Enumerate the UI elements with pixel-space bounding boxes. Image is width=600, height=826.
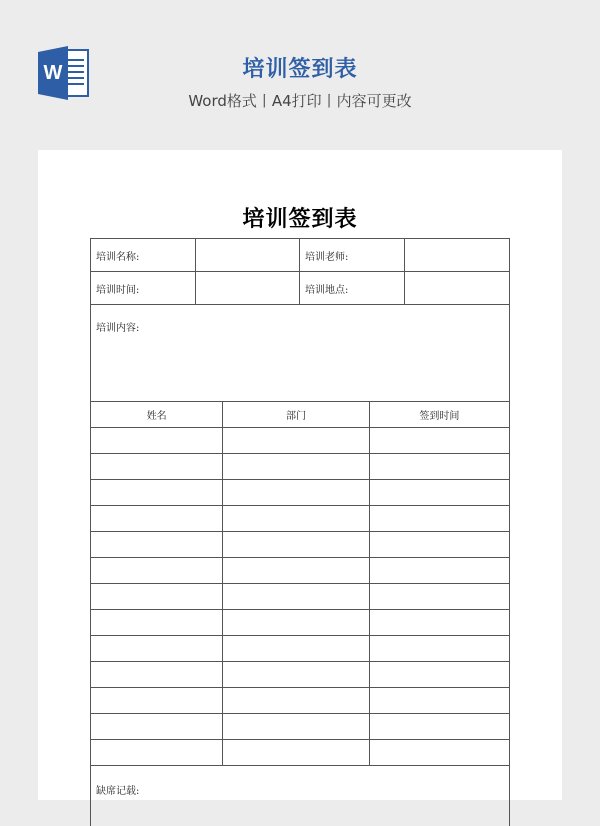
- absence-record-row[interactable]: [91, 766, 509, 826]
- training-location-label: 培训地点:: [300, 272, 405, 304]
- department-cell[interactable]: [223, 714, 369, 739]
- name-cell[interactable]: [91, 454, 223, 479]
- name-cell[interactable]: [91, 740, 223, 765]
- name-cell[interactable]: [91, 714, 223, 739]
- table-row: [91, 610, 509, 636]
- department-cell[interactable]: [223, 506, 369, 531]
- department-cell[interactable]: [223, 584, 369, 609]
- table-row: [91, 558, 509, 584]
- sign-table-body: [91, 428, 509, 766]
- document-page: [38, 150, 562, 800]
- sign-time-cell[interactable]: [370, 584, 509, 609]
- document-title: 培训签到表: [242, 206, 358, 232]
- name-cell[interactable]: [91, 506, 223, 531]
- sign-time-cell[interactable]: [370, 740, 509, 765]
- department-cell[interactable]: [223, 454, 369, 479]
- table-row: [91, 428, 509, 454]
- training-time-label: 培训时间:: [91, 272, 196, 304]
- sign-time-cell[interactable]: [370, 688, 509, 713]
- sign-time-cell[interactable]: [370, 558, 509, 583]
- training-name-field[interactable]: [196, 239, 300, 271]
- name-cell[interactable]: [91, 428, 223, 453]
- sign-time-cell[interactable]: [370, 480, 509, 505]
- page-subtitle: Word格式丨A4打印丨内容可更改: [188, 92, 412, 110]
- name-cell[interactable]: [91, 532, 223, 557]
- table-row: [91, 740, 509, 766]
- sign-time-cell[interactable]: [370, 636, 509, 661]
- department-cell[interactable]: [223, 480, 369, 505]
- name-cell[interactable]: [91, 558, 223, 583]
- department-cell[interactable]: [223, 428, 369, 453]
- table-row: [91, 506, 509, 532]
- training-name-label: 培训名称:: [91, 239, 196, 271]
- training-time-field[interactable]: [196, 272, 300, 304]
- sign-time-cell[interactable]: [370, 610, 509, 635]
- sign-time-cell[interactable]: [370, 662, 509, 687]
- name-cell[interactable]: [91, 584, 223, 609]
- name-cell[interactable]: [91, 636, 223, 661]
- col-header-name: 姓名: [91, 402, 223, 427]
- page-header: [0, 0, 600, 150]
- department-cell[interactable]: [223, 662, 369, 687]
- training-teacher-label: 培训老师:: [300, 239, 405, 271]
- department-cell[interactable]: [223, 558, 369, 583]
- sign-time-cell[interactable]: [370, 714, 509, 739]
- department-cell[interactable]: [223, 610, 369, 635]
- sign-time-cell[interactable]: [370, 454, 509, 479]
- department-cell[interactable]: [223, 688, 369, 713]
- table-row: [91, 688, 509, 714]
- sign-time-cell[interactable]: [370, 532, 509, 557]
- name-cell[interactable]: [91, 480, 223, 505]
- training-location-field[interactable]: [405, 272, 509, 304]
- col-header-sign-time: 签到时间: [419, 411, 460, 422]
- page-title: 培训签到表: [242, 57, 358, 82]
- department-cell[interactable]: [223, 532, 369, 557]
- sign-in-form: [90, 238, 510, 826]
- info-row-time-place: [91, 272, 509, 305]
- name-cell[interactable]: [91, 610, 223, 635]
- absence-record-label: 缺席记载:: [96, 786, 140, 797]
- training-content-row[interactable]: [91, 305, 509, 402]
- department-cell[interactable]: [223, 740, 369, 765]
- table-row: [91, 480, 509, 506]
- table-row: [91, 636, 509, 662]
- table-row: [91, 584, 509, 610]
- table-row: [91, 662, 509, 688]
- sign-table-header: [91, 402, 509, 428]
- department-cell[interactable]: [223, 636, 369, 661]
- col-header-department: 部门: [223, 402, 369, 427]
- table-row: [91, 454, 509, 480]
- table-row: [91, 532, 509, 558]
- sign-time-cell[interactable]: [370, 506, 509, 531]
- sign-time-cell[interactable]: [370, 428, 509, 453]
- table-row: [91, 714, 509, 740]
- training-teacher-field[interactable]: [405, 239, 509, 271]
- info-row-name-teacher: [91, 239, 509, 272]
- name-cell[interactable]: [91, 688, 223, 713]
- svg-text:W: W: [43, 62, 63, 84]
- training-content-label: 培训内容:: [96, 323, 140, 334]
- name-cell[interactable]: [91, 662, 223, 687]
